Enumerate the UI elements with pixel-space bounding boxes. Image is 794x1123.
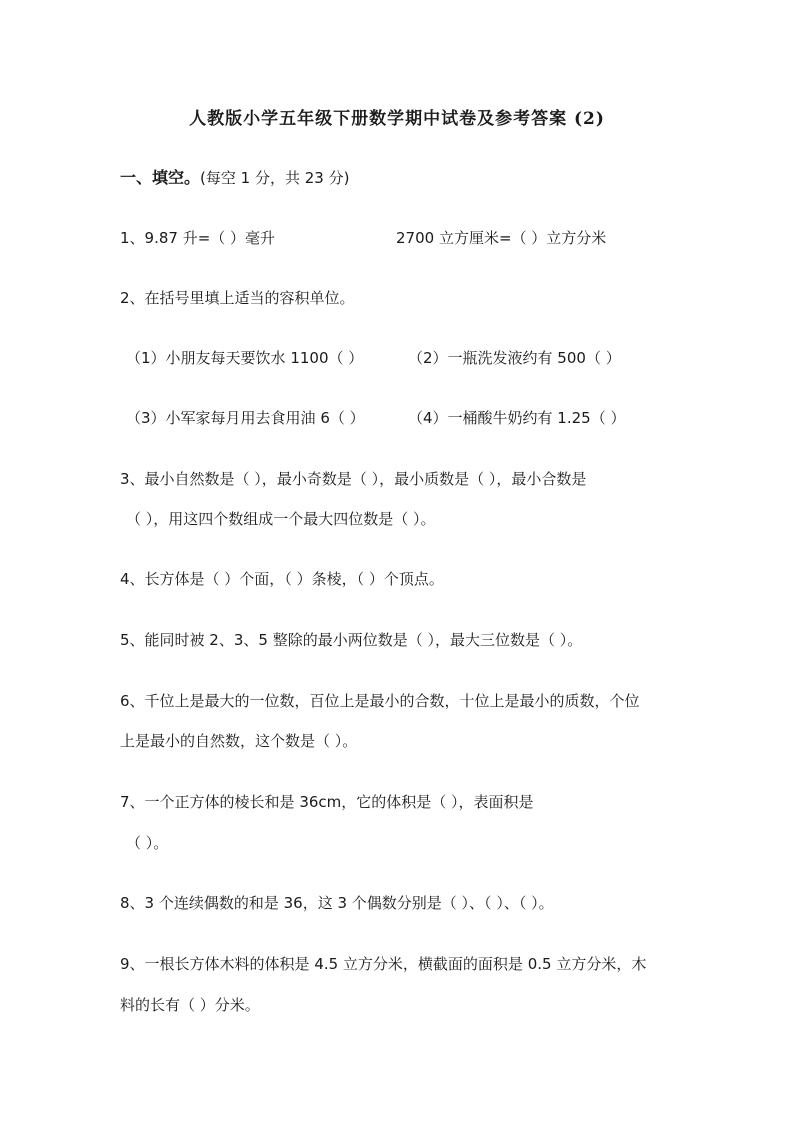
question-2-item-2: （2）一瓶洗发液约有 500（ ） bbox=[408, 349, 621, 367]
question-1-part-a: 1、9.87 升=（ ）毫升 bbox=[120, 229, 276, 247]
section-1-header bbox=[120, 168, 349, 188]
section-1-score-note: (每空 1 分，共 23 分) bbox=[200, 169, 350, 187]
question-2-row-1 bbox=[126, 348, 621, 368]
question-2-item-4: （4）一桶酸牛奶约有 1.25（ ） bbox=[408, 409, 626, 427]
section-1-heading: 一、填空。 bbox=[120, 168, 201, 187]
question-1 bbox=[120, 228, 606, 248]
question-2-item-3: （3）小军家每月用去食用油 6（ ） bbox=[126, 409, 365, 427]
question-6-line-2: 上是最小的自然数，这个数是（ ）。 bbox=[120, 732, 358, 750]
question-2-item-1: （1）小朋友每天要饮水 1100（ ） bbox=[126, 349, 364, 367]
question-2-stem: 2、在括号里填上适当的容积单位。 bbox=[120, 289, 355, 307]
question-5: 5、能同时被 2、3、5 整除的最小两位数是（ ），最大三位数是（ ）。 bbox=[120, 631, 583, 649]
question-3-line-1: 3、最小自然数是（ ），最小奇数是（ ），最小质数是（ ），最小合数是 bbox=[120, 470, 587, 488]
question-2-row-2 bbox=[126, 408, 625, 428]
question-1-part-b: 2700 立方厘米=（ ）立方分米 bbox=[396, 229, 607, 247]
question-8: 8、3 个连续偶数的和是 36，这 3 个偶数分别是（ ）、（ ）、（ ）。 bbox=[120, 894, 554, 912]
question-7-line-2: （ ）。 bbox=[126, 834, 169, 852]
question-4: 4、长方体是（ ）个面，（ ）条棱，（ ）个顶点。 bbox=[120, 570, 444, 588]
question-9-line-1: 9、一根长方体木料的体积是 4.5 立方分米，横截面的面积是 0.5 立方分米，木 bbox=[120, 955, 647, 973]
page-title: 人教版小学五年级下册数学期中试卷及参考答案 (2) bbox=[189, 109, 605, 129]
question-7-line-1: 7、一个正方体的棱长和是 36cm，它的体积是（ ），表面积是 bbox=[120, 793, 534, 811]
question-9-line-2: 料的长有（ ）分米。 bbox=[120, 996, 260, 1014]
question-6-line-1: 6、千位上是最大的一位数，百位上是最小的合数，十位上是最小的质数，个位 bbox=[120, 692, 640, 710]
question-3-line-2: （ ），用这四个数组成一个最大四位数是（ ）。 bbox=[126, 510, 436, 528]
